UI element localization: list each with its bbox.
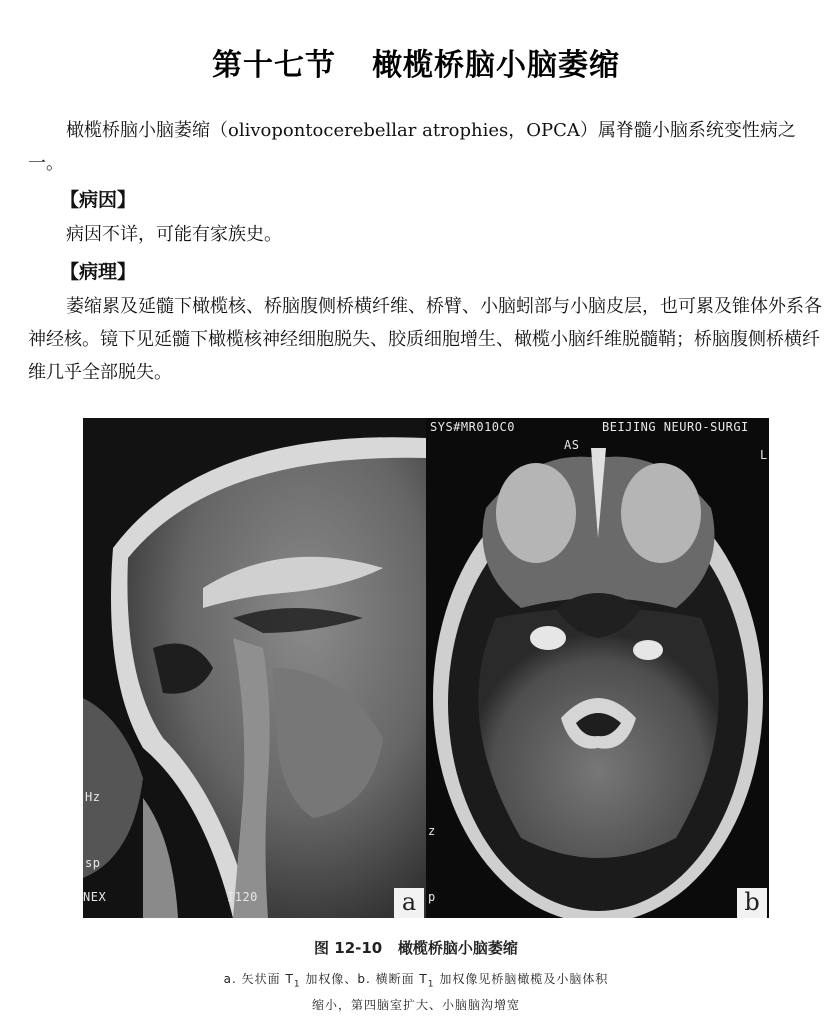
label-z: z bbox=[428, 824, 436, 838]
figure-caption-line1 bbox=[0, 970, 832, 989]
section-title bbox=[0, 40, 832, 84]
section-name: 橄榄桥脑小脑萎缩 bbox=[372, 48, 620, 83]
label-nex: NEX bbox=[83, 890, 107, 904]
figure-title: 橄榄桥脑小脑萎缩 bbox=[397, 939, 518, 957]
label-l: L bbox=[760, 448, 768, 462]
panel-a-letter: a bbox=[394, 888, 424, 918]
caption-line1-part-c: 加权像见桥脑橄榄及小脑体积 bbox=[434, 972, 609, 986]
caption-subscript-1: 1 bbox=[293, 979, 301, 990]
panel-b-letter: b bbox=[737, 888, 767, 918]
label-p: p bbox=[428, 890, 436, 904]
cause-paragraph: 病因不详，可能有家族史。 bbox=[66, 224, 282, 245]
mri-panel-a bbox=[83, 418, 426, 918]
mri-panel-b bbox=[426, 418, 769, 918]
label-sys: SYS#MR010C0 bbox=[430, 420, 515, 434]
axial-mri-image bbox=[426, 418, 769, 918]
intro-paragraph: 橄榄桥脑小脑萎缩（olivopontocerebellar atrophies，OPCA）属脊髓小脑系统变性病之一。 bbox=[28, 120, 796, 174]
pathology-paragraph: 萎缩累及延髓下橄榄核、桥脑腹侧桥横纤维、桥臂、小脑蚓部与小脑皮层，也可累及锥体外系各神经核。镜下见延髓下橄榄核神经细胞脱失、胶质细胞增生、橄榄小脑纤维脱髓鞘；桥脑腹侧桥横纤维几乎全部脱失。 bbox=[28, 296, 822, 383]
section-number: 第十七节 bbox=[212, 48, 336, 83]
caption-line1-part-b: 加权像、b. 横断面 T bbox=[300, 972, 428, 986]
sagittal-mri-image bbox=[83, 418, 426, 918]
label-as: AS bbox=[564, 438, 580, 452]
caption-line1-part-a: a. 矢状面 T bbox=[223, 972, 294, 986]
mri-figure bbox=[83, 418, 769, 918]
caption-subscript-2: 1 bbox=[427, 979, 435, 990]
figure-number: 图 12-10 bbox=[314, 939, 383, 957]
pathology-heading: 【病理】 bbox=[60, 261, 137, 283]
label-index: I120 bbox=[227, 890, 258, 904]
figure-caption-line2: 缩小，第四脑室扩大、小脑脑沟增宽 bbox=[311, 998, 520, 1012]
cause-heading: 【病因】 bbox=[60, 189, 137, 211]
figure-caption-title bbox=[0, 937, 832, 958]
label-site: BEIJING NEURO-SURGI bbox=[602, 420, 749, 434]
label-hz: Hz bbox=[85, 790, 101, 804]
label-sp: sp bbox=[85, 856, 101, 870]
